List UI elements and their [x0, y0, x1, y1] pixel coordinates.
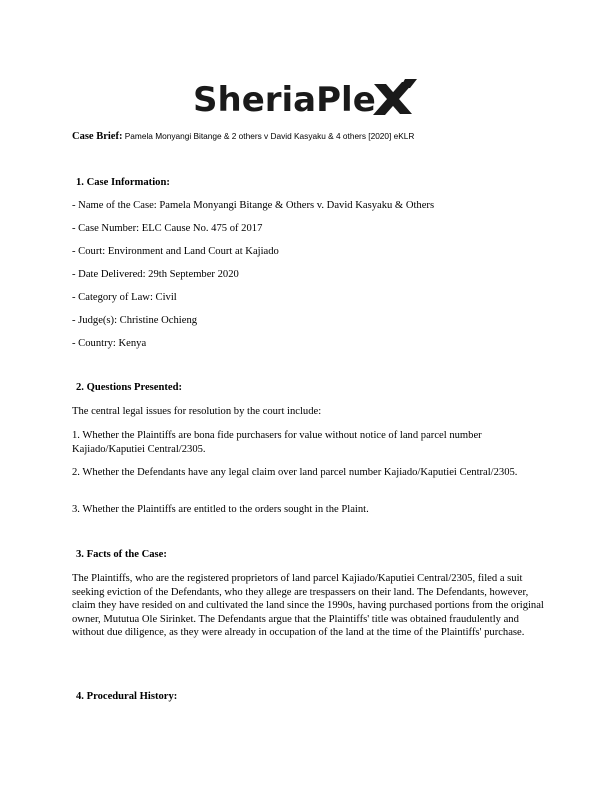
- questions-intro: The central legal issues for resolution by the court include:: [72, 406, 322, 417]
- case-info-item: - Case Number: ELC Cause No. 475 of 2017: [72, 223, 263, 234]
- facts-paragraph: The Plaintiffs, who are the registered proprietors of land parcel Kajiado/Kaputiei Central/2305, filed a suit seeking eviction of the Defendants, who they allege are trespassers on their land. The Defendants, however, claim they have resided on and cultivated the land since the 1990s, having purchased portions from the original owner, Mututua Ole Sirinket. The Defendants argue that the Plaintiffs' title was obtained fraudulently and without due diligence, as they were already in occupation of the land at the time of the Plaintiffs' purchase.: [72, 573, 544, 638]
- section-heading-case-info: 1. Case Information:: [76, 177, 170, 188]
- case-info-item: - Date Delivered: 29th September 2020: [72, 269, 239, 280]
- section-heading-questions: 2. Questions Presented:: [76, 382, 183, 393]
- case-info-item: - Judge(s): Christine Ochieng: [72, 315, 198, 326]
- case-info-item: - Country: Kenya: [72, 338, 147, 349]
- sheriaplex-logo: [0, 74, 612, 124]
- logo-wordmark: SheriaPle: [193, 80, 376, 120]
- case-brief-line: [72, 130, 552, 143]
- case-info-item: - Name of the Case: Pamela Monyangi Bitange & Others v. David Kasyaku & Others: [72, 200, 435, 211]
- question-item: 2. Whether the Defendants have any legal claim over land parcel number Kajiado/Kaputiei Central/2305.: [72, 467, 518, 478]
- section-heading-procedural: 4. Procedural History:: [76, 691, 178, 702]
- section-heading-facts: 3. Facts of the Case:: [76, 549, 167, 560]
- case-info-item: - Court: Environment and Land Court at Kajiado: [72, 246, 279, 257]
- case-info-item: - Category of Law: Civil: [72, 292, 177, 303]
- case-brief-label: Case Brief:: [72, 131, 123, 142]
- question-item: 3. Whether the Plaintiffs are entitled to the orders sought in the Plaint.: [72, 504, 369, 515]
- logo-x-mark: [373, 79, 417, 115]
- case-brief-title: Pamela Monyangi Bitange & 2 others v David Kasyaku & 4 others [2020] eKLR: [124, 131, 415, 141]
- question-item: 1. Whether the Plaintiffs are bona fide purchasers for value without notice of land parcel number Kajiado/Kaputiei Central/2305.: [72, 430, 482, 455]
